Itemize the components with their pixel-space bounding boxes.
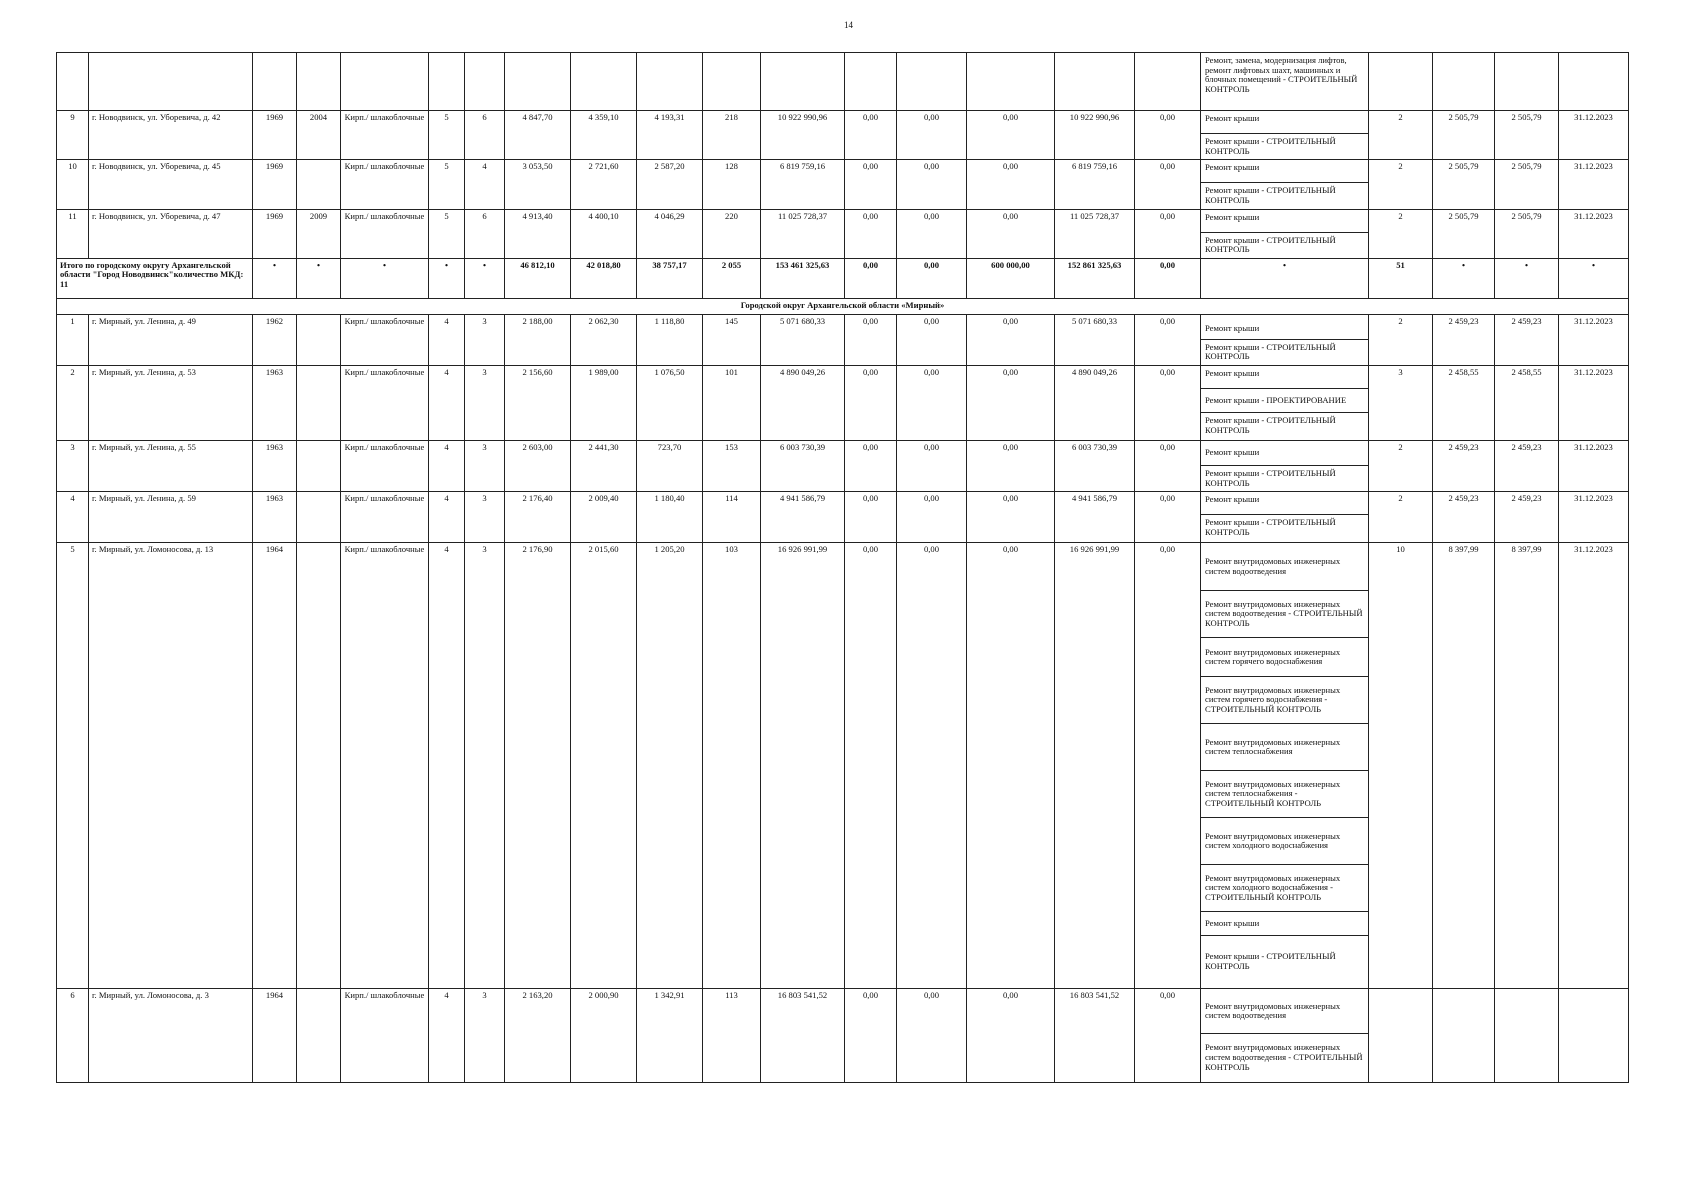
- funding-4: 4 941 586,79: [1055, 492, 1135, 543]
- entrances: 3: [465, 492, 505, 543]
- funding-3: 0,00: [967, 209, 1055, 258]
- total-label: Итого по городскому округу Архангельской области "Город Новодвинск"количество МКД: 11: [57, 258, 253, 298]
- area-total: 3 053,50: [505, 160, 571, 209]
- area-living: 1 205,20: [637, 543, 703, 989]
- unit-cost: 8 397,99: [1433, 543, 1495, 989]
- floors: 4: [429, 314, 465, 365]
- residents: 128: [703, 160, 761, 209]
- funding-5: 0,00: [1135, 160, 1201, 209]
- cost-total: 11 025 728,37: [761, 209, 845, 258]
- work-item: Ремонт внутридомовых инженерных систем холодного водоснабжения - СТРОИТЕЛЬНЫЙ КОНТРОЛЬ: [1201, 864, 1368, 911]
- entrances: 6: [465, 111, 505, 160]
- entrances: 4: [465, 160, 505, 209]
- work-item: Ремонт внутридомовых инженерных систем теплоснабжения - СТРОИТЕЛЬНЫЙ КОНТРОЛЬ: [1201, 770, 1368, 817]
- works-cell: [1201, 111, 1369, 160]
- table-row-continuation: [57, 53, 1629, 111]
- funding-5: 0,00: [1135, 492, 1201, 543]
- dot-cell: •: [1433, 258, 1495, 298]
- work-item: Ремонт внутридомовых инженерных систем водоотведения - СТРОИТЕЛЬНЫЙ КОНТРОЛЬ: [1201, 1033, 1368, 1081]
- table-row: [57, 441, 1629, 492]
- cost-total: 10 922 990,96: [761, 111, 845, 160]
- funding-2: 0,00: [897, 366, 967, 441]
- floors: 4: [429, 441, 465, 492]
- row-number: 5: [57, 543, 89, 989]
- dot-cell: •: [1201, 258, 1369, 298]
- area-rooms: 4 359,10: [571, 111, 637, 160]
- residents: 153: [703, 441, 761, 492]
- max-cost: 2 458,55: [1495, 366, 1559, 441]
- units: [1369, 989, 1433, 1083]
- residents: 220: [703, 209, 761, 258]
- entrances: 3: [465, 314, 505, 365]
- dot-cell: •: [1495, 258, 1559, 298]
- work-item: Ремонт крыши - СТРОИТЕЛЬНЫЙ КОНТРОЛЬ: [1201, 465, 1368, 491]
- funding-4: 10 922 990,96: [1055, 111, 1135, 160]
- deadline: [1559, 989, 1629, 1083]
- work-item: Ремонт внутридомовых инженерных систем холодного водоснабжения: [1201, 817, 1368, 864]
- work-item: Ремонт внутридомовых инженерных систем водоотведения: [1205, 556, 1341, 576]
- funding-4: 16 803 541,52: [1055, 989, 1135, 1083]
- funding-3: 0,00: [967, 492, 1055, 543]
- units: 2: [1369, 111, 1433, 160]
- year-built: 1963: [253, 441, 297, 492]
- section-title: Городской округ Архангельской области «Мирный»: [57, 298, 1629, 314]
- work-item: Ремонт крыши: [1201, 911, 1368, 935]
- total-funding-4: 152 861 325,63: [1055, 258, 1135, 298]
- work-item: Ремонт крыши - СТРОИТЕЛЬНЫЙ КОНТРОЛЬ: [1201, 232, 1368, 258]
- wall-material: Кирп./ шлакоблочные: [341, 366, 429, 441]
- year-built: 1962: [253, 314, 297, 365]
- year-repair: [297, 366, 341, 441]
- year-repair: [297, 160, 341, 209]
- total-funding-1: 0,00: [845, 258, 897, 298]
- floors: 4: [429, 989, 465, 1083]
- address: г. Мирный, ул. Ленина, д. 53: [89, 366, 253, 441]
- wall-material: Кирп./ шлакоблочные: [341, 492, 429, 543]
- entrances: 3: [465, 543, 505, 989]
- funding-1: 0,00: [845, 989, 897, 1083]
- cost-total: 16 926 991,99: [761, 543, 845, 989]
- area-total: 4 913,40: [505, 209, 571, 258]
- area-living: 1 076,50: [637, 366, 703, 441]
- year-repair: [297, 492, 341, 543]
- cost-total: 6 819 759,16: [761, 160, 845, 209]
- work-item: Ремонт внутридомовых инженерных систем водоотведения: [1205, 1000, 1341, 1021]
- works-cell: [1201, 989, 1369, 1083]
- area-living: 4 046,29: [637, 209, 703, 258]
- area-total: 2 603,00: [505, 441, 571, 492]
- entrances: 3: [465, 366, 505, 441]
- funding-4: 6 819 759,16: [1055, 160, 1135, 209]
- cost-total: 16 803 541,52: [761, 989, 845, 1083]
- address: г. Мирный, ул. Ленина, д. 59: [89, 492, 253, 543]
- residents: 114: [703, 492, 761, 543]
- entrances: 6: [465, 209, 505, 258]
- max-cost: [1495, 989, 1559, 1083]
- work-item: Ремонт крыши: [1205, 113, 1260, 123]
- works-cell: [1201, 53, 1369, 111]
- total-funding-5: 0,00: [1135, 258, 1201, 298]
- units: 3: [1369, 366, 1433, 441]
- funding-5: 0,00: [1135, 314, 1201, 365]
- year-repair: [297, 543, 341, 989]
- deadline: 31.12.2023: [1559, 441, 1629, 492]
- area-rooms: 2 015,60: [571, 543, 637, 989]
- funding-1: 0,00: [845, 314, 897, 365]
- year-built: 1969: [253, 209, 297, 258]
- wall-material: Кирп./ шлакоблочные: [341, 314, 429, 365]
- funding-3: 0,00: [967, 543, 1055, 989]
- table-row: [57, 989, 1629, 1083]
- area-rooms: 2 062,30: [571, 314, 637, 365]
- table-row: [57, 366, 1629, 441]
- wall-material: Кирп./ шлакоблочные: [341, 441, 429, 492]
- funding-5: 0,00: [1135, 989, 1201, 1083]
- funding-1: 0,00: [845, 441, 897, 492]
- year-built: 1964: [253, 543, 297, 989]
- funding-5: 0,00: [1135, 543, 1201, 989]
- work-item: Ремонт крыши - СТРОИТЕЛЬНЫЙ КОНТРОЛЬ: [1201, 412, 1368, 438]
- funding-5: 0,00: [1135, 111, 1201, 160]
- total-area-total: 46 812,10: [505, 258, 571, 298]
- works-cell: [1201, 209, 1369, 258]
- deadline: 31.12.2023: [1559, 160, 1629, 209]
- area-living: 2 587,20: [637, 160, 703, 209]
- works-cell: [1201, 492, 1369, 543]
- address: г. Новодвинск, ул. Уборевича, д. 42: [89, 111, 253, 160]
- works-cell: [1201, 543, 1369, 989]
- address: г. Мирный, ул. Ленина, д. 55: [89, 441, 253, 492]
- area-living: 723,70: [637, 441, 703, 492]
- max-cost: 2 459,23: [1495, 314, 1559, 365]
- work-item: Ремонт крыши: [1205, 322, 1260, 333]
- address: г. Мирный, ул. Ломоносова, д. 13: [89, 543, 253, 989]
- unit-cost: 2 459,23: [1433, 441, 1495, 492]
- funding-5: 0,00: [1135, 366, 1201, 441]
- units: 2: [1369, 492, 1433, 543]
- funding-4: 16 926 991,99: [1055, 543, 1135, 989]
- funding-4: 5 071 680,33: [1055, 314, 1135, 365]
- funding-1: 0,00: [845, 160, 897, 209]
- row-number: 6: [57, 989, 89, 1083]
- funding-3: 0,00: [967, 366, 1055, 441]
- unit-cost: 2 459,23: [1433, 314, 1495, 365]
- total-funding-2: 0,00: [897, 258, 967, 298]
- units: 2: [1369, 441, 1433, 492]
- row-number: 9: [57, 111, 89, 160]
- total-units: 51: [1369, 258, 1433, 298]
- residents: 101: [703, 366, 761, 441]
- year-built: 1964: [253, 989, 297, 1083]
- area-rooms: 4 400,10: [571, 209, 637, 258]
- table-row: [57, 492, 1629, 543]
- funding-1: 0,00: [845, 366, 897, 441]
- table-row: [57, 314, 1629, 365]
- table-row: [57, 209, 1629, 258]
- table-row: [57, 160, 1629, 209]
- total-row: [57, 258, 1629, 298]
- funding-2: 0,00: [897, 543, 967, 989]
- unit-cost: 2 458,55: [1433, 366, 1495, 441]
- work-item: Ремонт внутридомовых инженерных систем горячего водоснабжения - СТРОИТЕЛЬНЫЙ КОНТРОЛЬ: [1201, 676, 1368, 723]
- row-number: 3: [57, 441, 89, 492]
- floors: 5: [429, 111, 465, 160]
- total-cost: 153 461 325,63: [761, 258, 845, 298]
- dot-cell: •: [429, 258, 465, 298]
- repair-program-table: [56, 52, 1629, 1083]
- units: 10: [1369, 543, 1433, 989]
- cost-total: 4 941 586,79: [761, 492, 845, 543]
- funding-2: 0,00: [897, 441, 967, 492]
- year-repair: 2009: [297, 209, 341, 258]
- area-rooms: 2 441,30: [571, 441, 637, 492]
- residents: 103: [703, 543, 761, 989]
- area-living: 1 118,80: [637, 314, 703, 365]
- deadline: 31.12.2023: [1559, 111, 1629, 160]
- floors: 5: [429, 209, 465, 258]
- work-item: Ремонт крыши: [1205, 162, 1260, 173]
- address: г. Новодвинск, ул. Уборевича, д. 47: [89, 209, 253, 258]
- row-number: 2: [57, 366, 89, 441]
- funding-1: 0,00: [845, 209, 897, 258]
- total-residents: 2 055: [703, 258, 761, 298]
- residents: 113: [703, 989, 761, 1083]
- work-item: Ремонт крыши: [1205, 494, 1260, 505]
- deadline: 31.12.2023: [1559, 366, 1629, 441]
- funding-4: 11 025 728,37: [1055, 209, 1135, 258]
- page-number: 14: [844, 20, 853, 30]
- area-rooms: 2 721,60: [571, 160, 637, 209]
- funding-2: 0,00: [897, 314, 967, 365]
- work-item: Ремонт внутридомовых инженерных систем горячего водоснабжения: [1201, 637, 1368, 676]
- floors: 4: [429, 366, 465, 441]
- funding-2: 0,00: [897, 111, 967, 160]
- work-item: Ремонт, замена, модернизация лифтов, ремонт лифтовых шахт, машинных и блочных помещений - СТРОИТЕЛЬНЫЙ КОНТРОЛЬ: [1205, 55, 1358, 94]
- area-total: 2 176,90: [505, 543, 571, 989]
- cost-total: 5 071 680,33: [761, 314, 845, 365]
- work-item: Ремонт крыши: [1205, 447, 1260, 457]
- max-cost: 2 505,79: [1495, 209, 1559, 258]
- max-cost: 2 505,79: [1495, 111, 1559, 160]
- unit-cost: 2 505,79: [1433, 160, 1495, 209]
- dot-cell: •: [253, 258, 297, 298]
- unit-cost: 2 459,23: [1433, 492, 1495, 543]
- area-living: 1 180,40: [637, 492, 703, 543]
- area-total: 4 847,70: [505, 111, 571, 160]
- works-cell: [1201, 160, 1369, 209]
- works-cell: [1201, 366, 1369, 441]
- units: 2: [1369, 314, 1433, 365]
- wall-material: Кирп./ шлакоблочные: [341, 989, 429, 1083]
- funding-1: 0,00: [845, 111, 897, 160]
- funding-3: 0,00: [967, 111, 1055, 160]
- funding-2: 0,00: [897, 989, 967, 1083]
- work-item: Ремонт крыши - СТРОИТЕЛЬНЫЙ КОНТРОЛЬ: [1201, 514, 1368, 540]
- deadline: 31.12.2023: [1559, 543, 1629, 989]
- funding-3: 0,00: [967, 989, 1055, 1083]
- work-item: Ремонт крыши - СТРОИТЕЛЬНЫЙ КОНТРОЛЬ: [1201, 339, 1368, 365]
- area-rooms: 2 000,90: [571, 989, 637, 1083]
- funding-1: 0,00: [845, 492, 897, 543]
- work-item: Ремонт внутридомовых инженерных систем теплоснабжения: [1201, 723, 1368, 770]
- address: г. Мирный, ул. Ленина, д. 49: [89, 314, 253, 365]
- table-row: [57, 543, 1629, 989]
- max-cost: 8 397,99: [1495, 543, 1559, 989]
- area-living: 4 193,31: [637, 111, 703, 160]
- wall-material: Кирп./ шлакоблочные: [341, 111, 429, 160]
- work-item: Ремонт крыши - СТРОИТЕЛЬНЫЙ КОНТРОЛЬ: [1201, 935, 1368, 987]
- wall-material: Кирп./ шлакоблочные: [341, 543, 429, 989]
- row-number: 4: [57, 492, 89, 543]
- unit-cost: [1433, 989, 1495, 1083]
- total-funding-3: 600 000,00: [967, 258, 1055, 298]
- table-row: [57, 111, 1629, 160]
- deadline: 31.12.2023: [1559, 209, 1629, 258]
- max-cost: 2 505,79: [1495, 160, 1559, 209]
- funding-5: 0,00: [1135, 209, 1201, 258]
- floors: 4: [429, 492, 465, 543]
- area-total: 2 156,60: [505, 366, 571, 441]
- year-built: 1963: [253, 492, 297, 543]
- area-total: 2 176,40: [505, 492, 571, 543]
- floors: 4: [429, 543, 465, 989]
- dot-cell: •: [341, 258, 429, 298]
- units: 2: [1369, 209, 1433, 258]
- dot-cell: •: [1559, 258, 1629, 298]
- year-repair: [297, 314, 341, 365]
- area-living: 1 342,91: [637, 989, 703, 1083]
- row-number: 10: [57, 160, 89, 209]
- entrances: 3: [465, 989, 505, 1083]
- cost-total: 4 890 049,26: [761, 366, 845, 441]
- unit-cost: 2 505,79: [1433, 209, 1495, 258]
- works-cell: [1201, 314, 1369, 365]
- work-item: Ремонт крыши - СТРОИТЕЛЬНЫЙ КОНТРОЛЬ: [1201, 133, 1368, 159]
- funding-5: 0,00: [1135, 441, 1201, 492]
- work-item: Ремонт крыши: [1205, 368, 1260, 378]
- units: 2: [1369, 160, 1433, 209]
- year-repair: 2004: [297, 111, 341, 160]
- area-total: 2 188,00: [505, 314, 571, 365]
- funding-3: 0,00: [967, 314, 1055, 365]
- dot-cell: •: [465, 258, 505, 298]
- area-rooms: 2 009,40: [571, 492, 637, 543]
- cost-total: 6 003 730,39: [761, 441, 845, 492]
- area-total: 2 163,20: [505, 989, 571, 1083]
- max-cost: 2 459,23: [1495, 441, 1559, 492]
- work-item: Ремонт внутридомовых инженерных систем водоотведения - СТРОИТЕЛЬНЫЙ КОНТРОЛЬ: [1201, 590, 1368, 637]
- funding-2: 0,00: [897, 209, 967, 258]
- funding-1: 0,00: [845, 543, 897, 989]
- area-rooms: 1 989,00: [571, 366, 637, 441]
- work-item: Ремонт крыши - ПРОЕКТИРОВАНИЕ: [1201, 388, 1368, 412]
- deadline: 31.12.2023: [1559, 492, 1629, 543]
- year-built: 1969: [253, 160, 297, 209]
- year-built: 1969: [253, 111, 297, 160]
- work-item: Ремонт крыши: [1205, 211, 1260, 222]
- unit-cost: 2 505,79: [1433, 111, 1495, 160]
- funding-3: 0,00: [967, 160, 1055, 209]
- section-header-row: [57, 298, 1629, 314]
- funding-4: 6 003 730,39: [1055, 441, 1135, 492]
- address: г. Мирный, ул. Ломоносова, д. 3: [89, 989, 253, 1083]
- residents: 218: [703, 111, 761, 160]
- total-area-rooms: 42 018,80: [571, 258, 637, 298]
- year-built: 1963: [253, 366, 297, 441]
- wall-material: Кирп./ шлакоблочные: [341, 209, 429, 258]
- year-repair: [297, 441, 341, 492]
- funding-3: 0,00: [967, 441, 1055, 492]
- entrances: 3: [465, 441, 505, 492]
- year-repair: [297, 989, 341, 1083]
- total-area-living: 38 757,17: [637, 258, 703, 298]
- works-cell: [1201, 441, 1369, 492]
- funding-2: 0,00: [897, 492, 967, 543]
- deadline: 31.12.2023: [1559, 314, 1629, 365]
- row-number: 11: [57, 209, 89, 258]
- dot-cell: •: [297, 258, 341, 298]
- wall-material: Кирп./ шлакоблочные: [341, 160, 429, 209]
- address: г. Новодвинск, ул. Уборевича, д. 45: [89, 160, 253, 209]
- funding-4: 4 890 049,26: [1055, 366, 1135, 441]
- row-number: 1: [57, 314, 89, 365]
- funding-2: 0,00: [897, 160, 967, 209]
- max-cost: 2 459,23: [1495, 492, 1559, 543]
- work-item: Ремонт крыши - СТРОИТЕЛЬНЫЙ КОНТРОЛЬ: [1201, 182, 1368, 208]
- residents: 145: [703, 314, 761, 365]
- floors: 5: [429, 160, 465, 209]
